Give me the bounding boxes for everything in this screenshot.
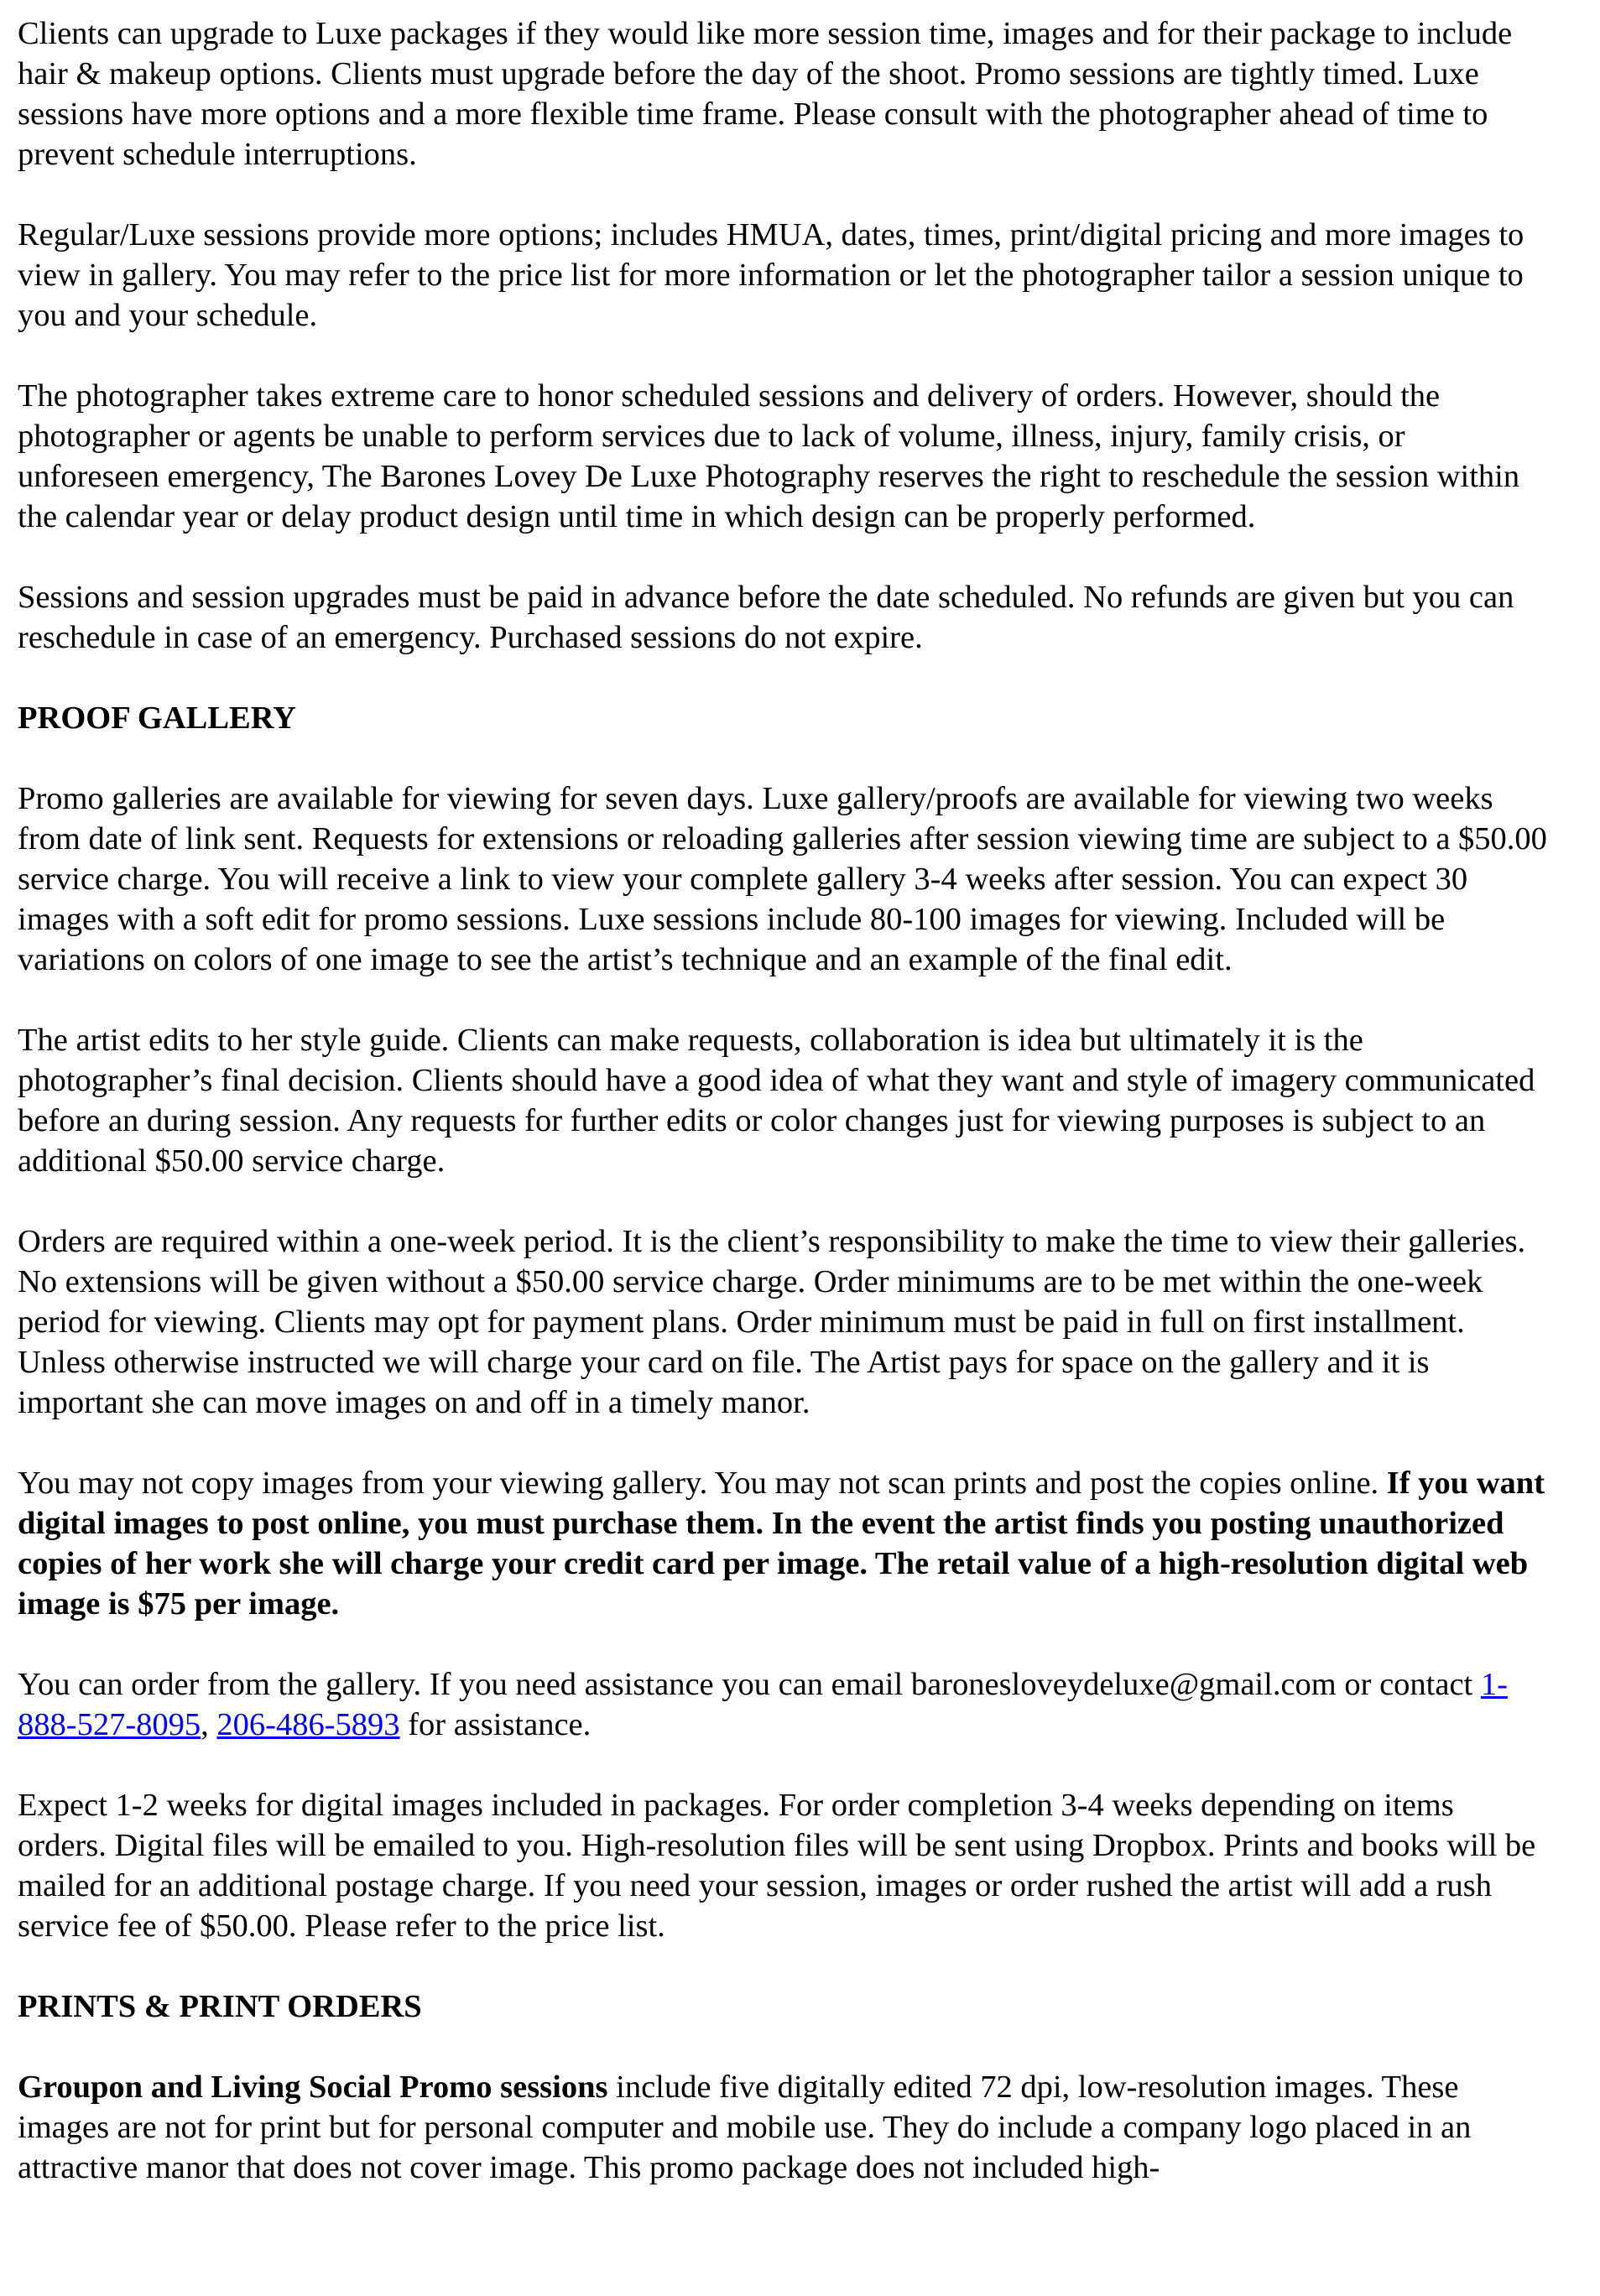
- phone-separator: ,: [201, 1707, 217, 1742]
- paragraph-payment: Sessions and session upgrades must be paid in advance before the date scheduled. No refunds are given but you can reschedule in case of an emergency. Purchased sessions do not expire.: [18, 580, 1514, 655]
- copying-warning-bold: If you want digital images to post online, you must purchase them. In the event the artist finds you posting unauthorized copies of her work she will charge your credit card per image. The retail value of a high-resolution digital web image is $75 per image.: [18, 1466, 1545, 1622]
- copying-notice-text: You may not copy images from your viewing gallery. You may not scan prints and post the copies online.: [18, 1466, 1387, 1501]
- phone-link-2[interactable]: 206-486-5893: [216, 1707, 400, 1742]
- paragraph-care: The photographer takes extreme care to honor scheduled sessions and delivery of orders. However, should the photographer or agents be unable to perform services due to lack of volume, illness, injury, family crisis, or unforeseen emergency, The Barones Lovey De Luxe Photography reserves the right to reschedule the session within the calendar year or delay product design until time in which design can be properly performed.: [18, 378, 1520, 534]
- order-assistance-text: You can order from the gallery. If you need assistance you can email baronesloveydeluxe@gmail.com or contact: [18, 1667, 1481, 1702]
- phone-link-1[interactable]: 1-888-527-8095: [18, 1667, 1508, 1742]
- paragraph-promo-galleries: Promo galleries are available for viewing for seven days. Luxe gallery/proofs are available for viewing two weeks from date of link sent. Requests for extensions or reloading galleries after session viewing time are subject to a $50.00 service charge. You will receive a link to view your complete gallery 3-4 weeks after session. You can expect 30 images with a soft edit for promo sessions. Luxe sessions include 80-100 images for viewing. Included will be variations on colors of one image to see the artist’s technique and an example of the final edit.: [18, 781, 1547, 977]
- groupon-details: include five digitally edited 72 dpi, low-resolution images. These images are not for print but for personal computer and mobile use. They do include a company logo placed in an attractive manor that does not cover image. This promo package does not included high-: [18, 2070, 1472, 2185]
- paragraph-copying: [18, 1463, 1550, 1624]
- paragraph-style-guide: The artist edits to her style guide. Clients can make requests, collaboration is idea but ultimately it is the photographer’s final decision. Clients should have a good idea of what they want and style of imagery communicated before an during session. Any requests for further edits or color changes just for viewing purposes is subject to an additional $50.00 service charge.: [18, 1023, 1535, 1179]
- heading-prints: PRINTS & PRINT ORDERS: [18, 1989, 422, 2024]
- assistance-suffix: for assistance.: [399, 1707, 592, 1742]
- paragraph-expect: Expect 1-2 weeks for digital images included in packages. For order completion 3-4 weeks depending on items orders. Digital files will be emailed to you. High-resolution files will be sent using Dropbox. Prints and books will be mailed for an additional postage charge. If you need your session, images or order rushed the artist will add a rush service fee of $50.00. Please refer to the price list.: [18, 1788, 1536, 1944]
- paragraph-regular-luxe: Regular/Luxe sessions provide more options; includes HMUA, dates, times, print/digital pricing and more images to view in gallery. You may refer to the price list for more information or let the photographer tailor a session unique to you and your schedule.: [18, 217, 1524, 333]
- groupon-bold-lead: Groupon and Living Social Promo sessions: [18, 2070, 608, 2105]
- paragraph-orders: Orders are required within a one-week period. It is the client’s responsibility to make the time to view their galleries. No extensions will be given without a $50.00 service charge. Order minimums are to be met within the one-week period for viewing. Clients may opt for payment plans. Order minimum must be paid in full on first installment. Unless otherwise instructed we will charge your card on file. The Artist pays for space on the gallery and it is important she can move images on and off in a timely manor.: [18, 1224, 1526, 1420]
- paragraph-upgrade: Clients can upgrade to Luxe packages if they would like more session time, images and for their package to include hair & makeup options. Clients must upgrade before the day of the shoot. Promo sessions are tightly timed. Luxe sessions have more options and a more flexible time frame. Please consult with the photographer ahead of time to prevent schedule interruptions.: [18, 16, 1513, 172]
- paragraph-groupon: [18, 2067, 1550, 2188]
- heading-proof-gallery: PROOF GALLERY: [18, 700, 296, 736]
- paragraph-order-from-gallery: [18, 1664, 1550, 1745]
